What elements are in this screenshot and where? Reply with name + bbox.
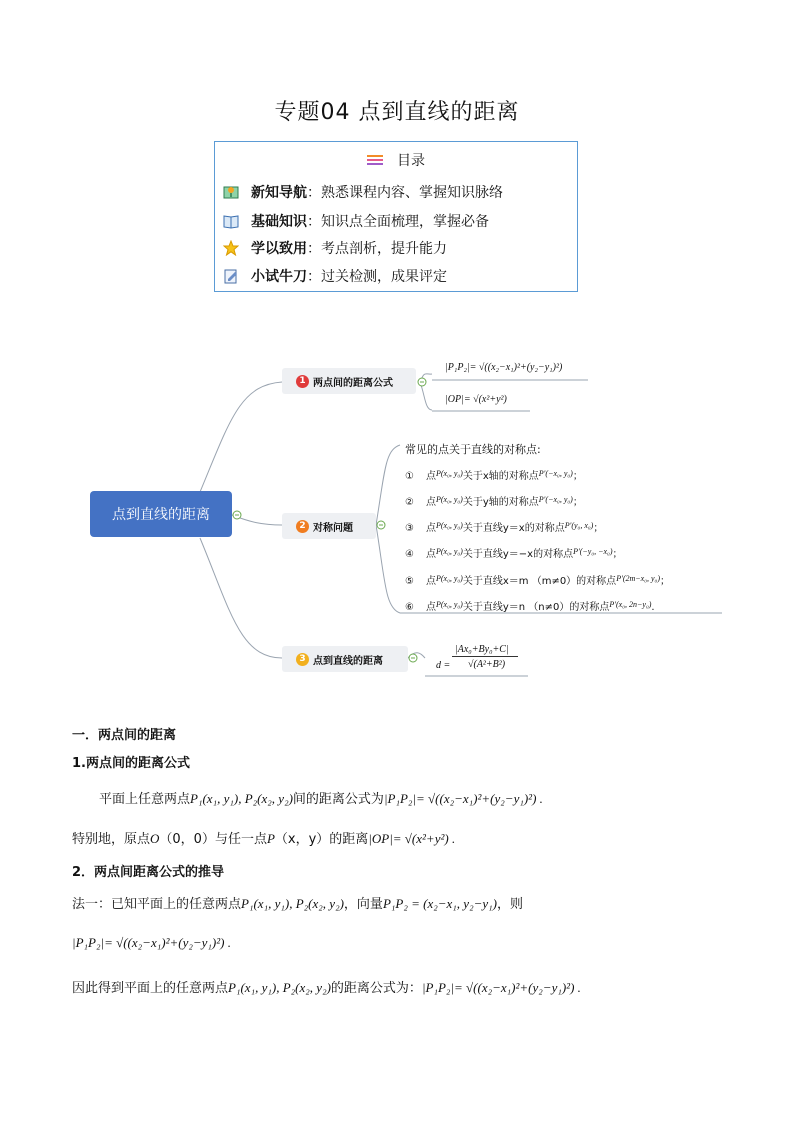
point-p: P [266,831,275,846]
text: 点 [425,471,436,482]
result-formula: P′(−x₀, y₀) [538,469,573,478]
symmetry-item [405,598,655,613]
point-formula: P(x₀, y₀) [435,469,463,478]
text: 关于y轴的对称点 [462,497,539,508]
item-number: ④ [405,549,414,560]
text: 因此得到平面上的任意两点 [72,981,229,996]
branch-label: 点到直线的距离 [313,655,383,667]
formula-vector: P₁P₂ = (x₂−x₁, y₂−y₁) [382,896,497,911]
item-number: ③ [405,523,414,534]
symmetry-item [405,545,623,560]
formula-vector-magnitude: |P₁P₂|= √((x₂−x₁)²+(y₂−y₁)²) . [72,935,231,950]
text: 点 [425,549,436,560]
symmetry-item [405,572,670,587]
formula-distance: |P₁P₂|= √((x₂−x₁)²+(y₂−y₁)²) . [421,980,581,995]
branch-number: 2 [296,520,309,533]
toc-item-text: ：考点剖析，提升能力 [307,241,447,257]
d-formula-denominator: √(A²+B²) [468,659,506,670]
toc-item-bold: 新知导航 [251,185,307,201]
mindmap-branch-3 [282,646,408,672]
item-number: ⑥ [405,602,414,613]
point-formula: P(x₀, y₀) [435,600,463,609]
text: ，向量 [343,897,383,912]
toc-item-text: ：知识点全面梳理，掌握必备 [307,214,489,230]
text: 间的距离公式为 [292,792,384,807]
item-number: ② [405,497,414,508]
toc-item-bold: 基础知识 [251,214,307,230]
point-formula: P(x₀, y₀) [435,547,463,556]
text: ； [572,471,583,482]
formula-points: P₁(x₁, y₁), P₂(x₂, y₂) [228,980,331,995]
paragraph-origin [72,828,455,847]
toc-item-bold: 学以致用 [251,241,307,257]
d-formula-lhs: d = [436,660,451,671]
branch-label: 对称问题 [313,522,353,534]
result-formula: P′(−y₀, −x₀) [573,547,613,556]
text: 法一：已知平面上的任意两点 [72,897,242,912]
text: ； [572,497,583,508]
point-formula: P(x₀, y₀) [435,521,463,530]
text: 关于直线y＝−x的对称点 [462,549,574,560]
subsection-heading-2: 2．两点间距离公式的推导 [72,865,225,880]
toc-box [214,141,578,292]
text: ； [593,523,604,534]
result-formula: P′(2m−x₀, y₀) [616,574,660,583]
text: 点 [425,497,436,508]
page-title: 专题04 点到直线的距离 [274,100,520,125]
formula-origin-distance: |OP|= √(x²+y²) . [368,831,456,846]
toc-item-apply[interactable] [223,238,447,258]
branch-number: 3 [296,653,309,666]
book-icon [223,213,239,229]
toc-item-bold: 小试牛刀 [251,269,307,285]
text: 特别地，原点 [72,832,151,847]
text: （0，0）与任一点 [159,832,267,847]
toc-item-text: ：熟悉课程内容、掌握知识脉络 [307,185,503,201]
symmetry-heading: 常见的点关于直线的对称点: [405,443,541,456]
text: 点 [425,576,436,587]
toc-item-text: ：过关检测，成果评定 [307,269,447,285]
formula-distance: |P₁P₂|= √((x₂−x₁)²+(y₂−y₁)²) . [383,791,543,806]
point-o: O [150,831,160,846]
fraction-bar [452,656,518,657]
mindmap-root: 点到直线的距离 [90,491,232,537]
toc-item-nav[interactable] [223,182,503,202]
point-formula: P(x₀, y₀) [435,495,463,504]
paragraph-conclusion [72,977,581,996]
edit-icon [223,268,239,284]
text: 关于直线y＝x的对称点 [462,523,565,534]
symmetry-item [405,493,583,508]
paragraph-method-1 [72,893,523,912]
branch-label: 两点间的距离公式 [313,377,393,389]
section-heading-1: 一．两点间的距离 [72,728,177,743]
item-number: ⑤ [405,576,414,587]
formula-origin-distance: |OP|= √(x²+y²) [445,394,507,405]
text: 关于直线x＝m （m≠0）的对称点 [462,576,617,587]
result-formula: P′(x₀, 2n−y₀) [609,600,652,609]
text: 关于x轴的对称点 [462,471,539,482]
mindmap-branch-1 [282,368,416,394]
star-icon [223,240,239,256]
result-formula: P′(y₀, x₀) [564,521,594,530]
text: 关于直线y＝n （n≠0）的对称点 [462,602,610,613]
mindmap-branch-2 [282,513,376,539]
map-icon [223,184,239,200]
toc-item-basics[interactable] [223,211,489,231]
symmetry-item [405,519,603,534]
text: 平面上任意两点 [99,792,191,807]
point-formula: P(x₀, y₀) [435,574,463,583]
symmetry-item [405,467,583,482]
text: 点 [425,523,436,534]
text: ； [660,576,670,587]
text: 的距离公式为： [330,981,422,996]
text: . [651,602,655,613]
result-formula: P′(−x₀, y₀) [538,495,573,504]
subsection-heading-1-1: 1.两点间的距离公式 [72,756,190,771]
branch-number: 1 [296,375,309,388]
text: ，则 [497,897,524,912]
formula-distance: |P₁P₂|= √((x₂−x₁)²+(y₂−y₁)²) [445,362,563,373]
toc-heading-label: 目录 [397,153,425,169]
toc-heading [215,150,577,170]
formula-points: P₁(x₁, y₁), P₂(x₂, y₂) [241,896,344,911]
toc-item-test[interactable] [223,266,447,286]
item-number: ① [405,471,414,482]
list-icon [367,155,383,166]
text: ； [612,549,623,560]
formula-points: P₁(x₁, y₁), P₂(x₂, y₂) [190,791,293,806]
text: 点 [425,602,436,613]
d-formula-numerator: |Ax₀+By₀+C| [455,644,509,655]
text: （x，y）的距离 [274,832,369,847]
paragraph-distance-formula [99,788,543,807]
